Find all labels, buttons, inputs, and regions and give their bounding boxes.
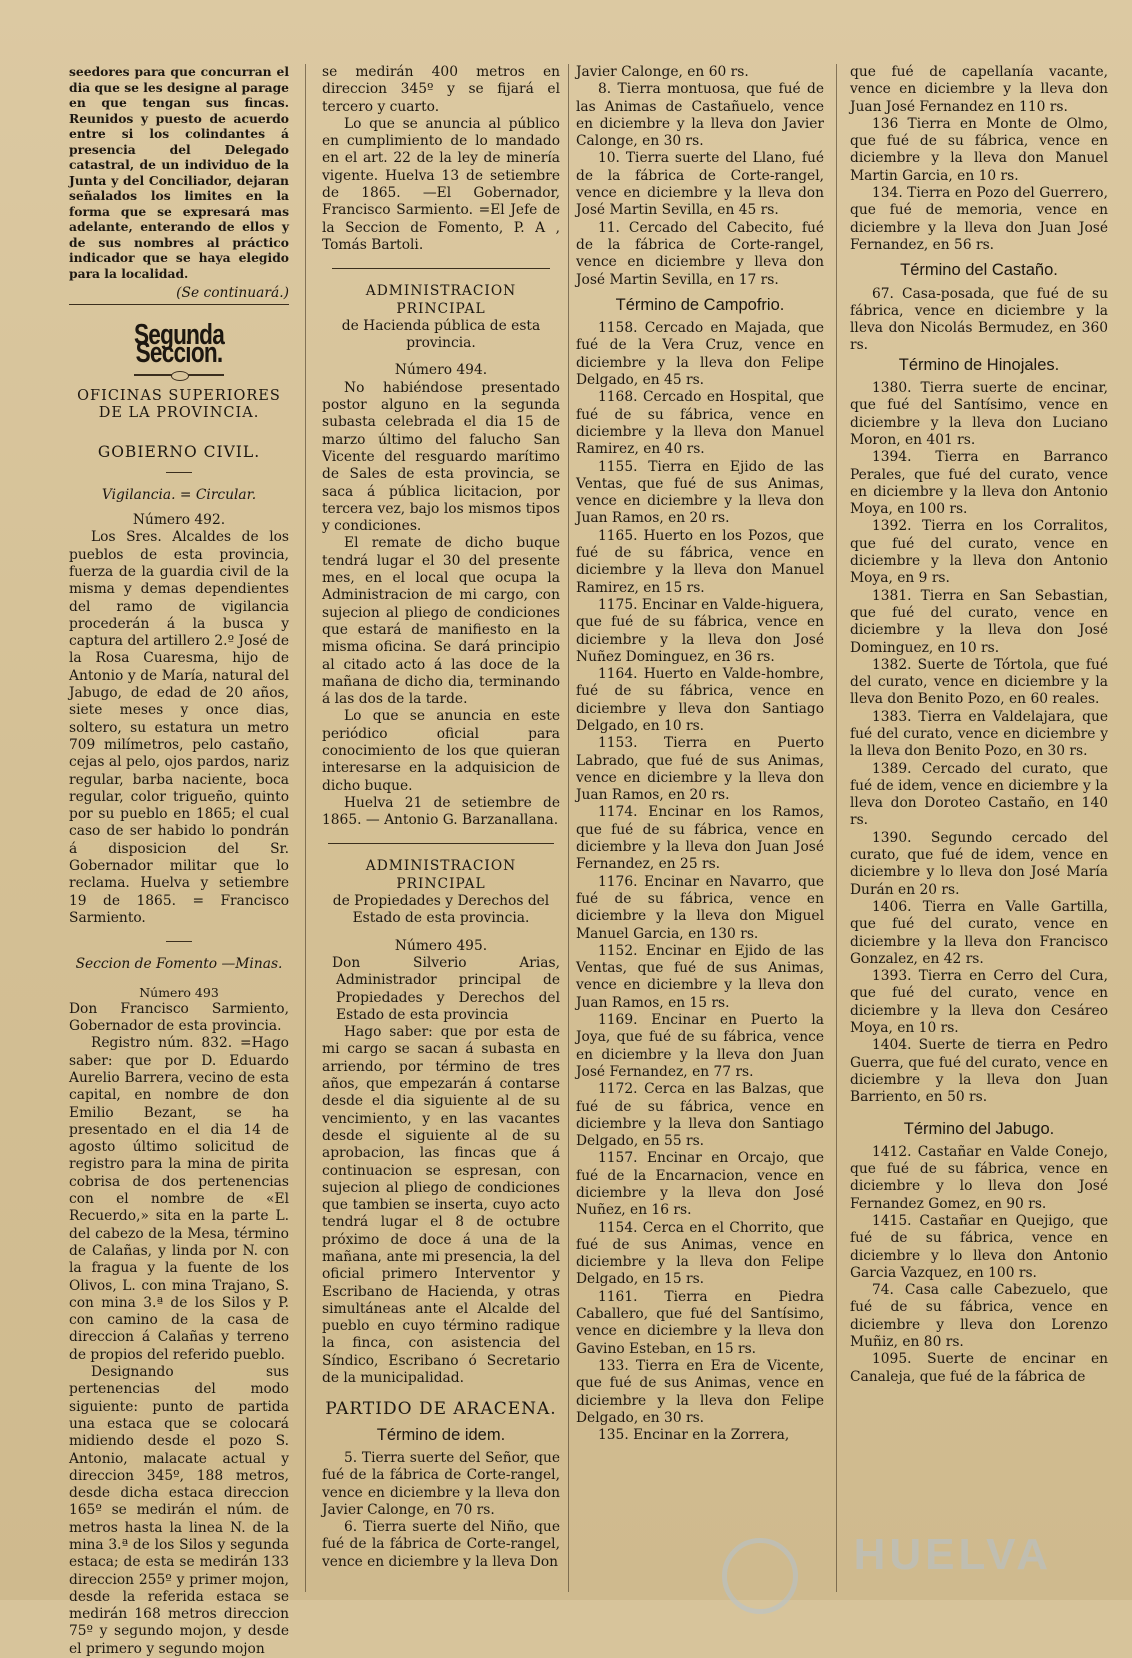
entry-11: 11. Cercado del Cabecito, fué de la fábrica de Corte-rangel, vence en diciembre y lleva don José Martin Sevilla, en 17 rs. (576, 219, 824, 288)
entry-1382: 1382. Suerte de Tórtola, que fué del curato, vence en diciembre y la lleva don Benito Pozo, en 60 reales. (850, 656, 1108, 708)
vigilancia-heading: Vigilancia. = Circular. (101, 486, 257, 503)
number-493: Número 493 (139, 984, 219, 1000)
paragraph-493-c: Designando sus pertenencias del modo siguiente: punto de partida una estaca que se colocará midiendo desde el pozo S. Antonio, malacate actual y direccion 345º, 188 metros, desde dicha estaca direccion 165º se medirán el núm. de metros hasta la linea N. de la mina 3.ª de los Silos y segunda estaca; de esta se medirán 133 direccion 255º y primer mojon, desde la referida estaca se medirán 168 metros direccion 75º y segundo mojon, y desde el primero y segundo mojon (69, 1364, 289, 1657)
termino-hinojales-heading: Término de Hinojales. (898, 355, 1060, 374)
entry-1161: 1161. Tierra en Piedra Caballero, que fué del Santísimo, vence en diciembre y la lleva don Gavino Esteban, en 15 rs. (576, 1288, 824, 1357)
adm-propiedades-title: ADMINISTRACION PRINCIPAL (365, 858, 517, 892)
entry-1169: 1169. Encinar en Puerto la Joya, que fué de su fábrica, vence en diciembre y la lleva don Juan José Fernandez, en 77 rs. (576, 1012, 824, 1080)
entry-1174: 1174. Encinar en los Ramos, que fué de su fábrica, vence en diciembre y la lleva don Juan José Fernandez, en 25 rs. (576, 804, 824, 873)
entry-1165: 1165. Huerto en los Pozos, que fué de su fábrica, vence en diciembre y la lleva don Manuel Ramirez, en 15 rs. (576, 527, 824, 596)
entry-1155: 1155. Tierra en Ejido de las Ventas, que fué de sus Animas, vence en diciembre y la lleva don Juan Ramos, en 20 rs. (576, 458, 824, 527)
paragraph-494-d: Huelva 21 de setiembre de 1865. — Antonio G. Barzanallana. (322, 794, 560, 829)
entry-1389: 1389. Cercado del curato, que fué de idem, vence en diciembre y la lleva don Doroteo Castaño, en 140 rs. (850, 760, 1108, 829)
column-4 (850, 64, 1108, 1594)
termino-idem-heading: Término de idem. (376, 1425, 506, 1444)
entry-1392: 1392. Tierra en los Corralitos, que fué del curato, vence en diciembre y la lleva don Antonio Moya, en 9 rs. (850, 518, 1108, 587)
column-rule (305, 64, 306, 1592)
entry-1154: 1154. Cerca en el Chorrito, que fué de sus Animas, vence en diciembre y la lleva don Felipe Delgado, en 15 rs. (576, 1219, 824, 1288)
paragraph-495-a: Don Silverio Arias, Administrador principal de Propiedades y Derechos del Estado de esta provincia (332, 954, 560, 1023)
entry-1394: 1394. Tierra en Barranco Perales, que fué del curato, vence en diciembre y la lleva don Antonio Moya, en 100 rs. (850, 449, 1108, 518)
paragraph-495-b: Hago saber: que por esta de mi cargo se sacan á subasta en arriendo, por término de tres años, que empezarán á contarse desde el dia siguiente al de su vencimiento, y en las vacantes desde el siguiente al de su aprobacion, las fincas que á continuacion se espresan, con sujecion al pliego de condiciones que tambien se inserta, cuyo acto tendrá lugar el 8 de octubre próximo de doce á una de la mañana, ante mi presencia, la del oficial primero Interventor y Escribano de Hacienda, y otras simultáneas ante el Alcalde del pueblo en cuyo término radique la finca, con asistencia del Síndico, Escribano ó Secretario de la municipalidad. (322, 1024, 560, 1387)
watermark-emblem-icon (722, 1538, 798, 1614)
ornament-divider (134, 374, 224, 376)
entry-1095: 1095. Suerte de encinar en Canaleja, que fué de la fábrica de (850, 1351, 1108, 1385)
watermark-text: HUELVA (853, 1530, 1052, 1579)
divider (332, 268, 550, 269)
entry-8: 8. Tierra montuosa, que fué de las Animas de Castañuelo, vence en diciembre y la lleva don Javier Calonge, en 30 rs. (576, 81, 824, 150)
anuncio-paragraph: Lo que se anuncia al público en cumplimiento de lo mandado en el art. 22 de la ley de minería vigente. Huelva 13 de setiembre de 1865. —El Gobernador, Francisco Sarmiento. =El Jefe de la Seccion de Fomento, P. A , Tomás Bartoli. (322, 115, 560, 253)
gobierno-heading: GOBIERNO CIVIL. (97, 443, 261, 462)
entry-1380: 1380. Tierra suerte de encinar, que fué del Santísimo, vence en diciembre y la lleva don Luciano Moron, en 401 rs. (850, 380, 1108, 448)
entry-1158: 1158. Cercado en Majada, que fué de la Vera Cruz, vence en diciembre y la lleva don Felipe Delgado, en 45 rs. (576, 320, 824, 389)
column-3 (576, 64, 824, 1594)
entry-1152: 1152. Encinar en Ejido de las Ventas, que fué de sus Animas, vence en diciembre y la lleva don Juan Ramos, en 15 rs. (576, 942, 824, 1011)
entry-1383: 1383. Tierra en Valdelajara, que fué del curato, vence en diciembre y la lleva don Benito Pozo, en 30 rs. (850, 708, 1108, 760)
paragraph-493-a: Don Francisco Sarmiento, Gobernador de esta provincia. (69, 1000, 289, 1035)
entry-6: 6. Tierra suerte del Niño, que fué de la fábrica de Corte-rangel, vence en diciembre y la lleva Don (322, 1519, 560, 1570)
entry-1412: 1412. Castañar en Valde Conejo, que fué de su fábrica, vence en diciembre y lo lleva don José Fernandez Gomez, en 90 rs. (850, 1143, 1108, 1212)
section-title: Segunda Seccion. (133, 319, 225, 369)
paragraph-494-a: No habiéndose presentado postor alguno en la segunda subasta celebrada el dia 15 de marzo último del falucho San Vicente del resguardo marítimo de Sales de esta provincia, se saca á pública licitacion, por tercera vez, bajo los mismos tipos y condiciones. (322, 379, 560, 535)
number-492: Número 492. (132, 512, 226, 529)
adm-hacienda-sub: de Hacienda pública de esta provincia. (341, 317, 541, 352)
divider (328, 843, 554, 844)
intro-paragraph: seedores para que concurran el dia que se les designe al parage en que tengan sus fincas. Reunidos y puesto de acuerdo entre si los colindantes á presencia del Delegado catastral, de un individuo de la Junta y del Conciliador, dejaran señalados los limites en la forma que se expresará mas adelante, enterando de ellos y de sus nombres al práctico indicador que se haya elegido para la localidad. (69, 64, 289, 281)
continued-entry: que fué de capellanía vacante, vence en diciembre y la lleva don Juan José Fernandez en 110 rs. (850, 64, 1108, 115)
entry-10: 10. Tierra suerte del Llano, fué de la fábrica de Corte-rangel, vence en diciembre y la lleva don José Martin Sevilla, en 45 rs. (576, 150, 824, 219)
paragraph-492: Los Sres. Alcaldes de los pueblos de esta provincia, fuerza de la guardia civil de la misma y demas dependientes del ramo de vigilancia procederán á la busca y captura del artillero 2.º José de la Rosa Cuaresma, hijo de Antonio y de María, natural del Jabugo, de edad de 20 años, siete meses y once dias, soltero, su estatura un metro 709 milímetros, pelo castaño, cejas al pelo, ojos pardos, nariz regular, barba naciente, boca regular, color trigueño, quinto por su pueblo en 1865; el cual caso de ser habido lo pondrán á disposicion del Sr. Gobernador militar que lo reclama. Huelva y setiembre 19 de 1865. = Francisco Sarmiento. (69, 529, 289, 926)
adm-propiedades-sub: de Propiedades y Derechos del Estado de esta provincia. (332, 893, 550, 927)
entry-1176: 1176. Encinar en Navarro, que fué de su fábrica, vence en diciembre y la lleva don Miguel Manuel Garcia, en 130 rs. (576, 873, 824, 942)
entry-1390: 1390. Segundo cercado del curato, que fué de idem, vence en diciembre y lo lleva don José María Durán en 20 rs. (850, 829, 1108, 898)
short-divider (166, 472, 192, 473)
continued-entry: Javier Calonge, en 60 rs. (576, 64, 749, 80)
column-1 (69, 64, 289, 1657)
paragraph-494-b: El remate de dicho buque tendrá lugar el 30 del presente mes, en el local que ocupa la Administracion de mi cargo, con sujecion al pliego de condiciones que estará de manifiesto en la misma oficina. Se dará principio al citado acto á las doce de la mañana de dicho dia, terminando á las dos de la tarde. (322, 535, 560, 708)
entry-74: 74. Casa calle Cabezuelo, que fué de su fábrica, vence en diciembre y lleva don Lorenzo Muñiz, en 80 rs. (850, 1282, 1108, 1351)
entry-5: 5. Tierra suerte del Señor, que fué de la fábrica de Corte-rangel, vence en diciembre y la lleva don Javier Calonge, en 70 rs. (322, 1449, 560, 1518)
entry-1393: 1393. Tierra en Cerro del Cura, que fué del curato, vence en diciembre y la lleva don Cesáreo Moya, en 10 rs. (850, 968, 1108, 1037)
short-divider (166, 941, 192, 942)
entry-1175: 1175. Encinar en Valde-higuera, que fué de su fábrica, vence en diciembre y la lleva don José Nuñez Dominguez, en 36 rs. (576, 596, 824, 665)
entry-134: 134. Tierra en Pozo del Guerrero, que fué de memoria, vence en diciembre y la lleva don Juan José Fernandez, en 56 rs. (850, 185, 1108, 253)
entry-133: 133. Tierra en Era de Vicente, que fué de sus Animas, vence en diciembre y la lleva don Felipe Delgado, en 30 rs. (576, 1357, 824, 1426)
entry-1157: 1157. Encinar en Orcajo, que fué de la Encarnacion, vence en diciembre y la lleva don José Nuñez, en 16 rs. (576, 1150, 824, 1219)
entry-1164: 1164. Huerto en Valde-hombre, fué de su fábrica, vence en diciembre y lleva don Santiago Delgado, en 10 rs. (576, 666, 824, 734)
column-2 (322, 64, 560, 1594)
entry-1415: 1415. Castañar en Quejigo, que fué de su fábrica, vence en diciembre y lo lleva don Antonio Garcia Vazquez, en 100 rs. (850, 1213, 1108, 1281)
entry-1404: 1404. Suerte de tierra en Pedro Guerra, que fué del curato, vence en diciembre y la lleva don Juan Barriento, en 50 rs. (850, 1037, 1108, 1106)
entry-67: 67. Casa-posada, que fué de su fábrica, vence en diciembre y la lleva don Nicolás Bermudez, en 360 rs. (850, 285, 1108, 354)
paragraph-494-c: Lo que se anuncia en este periódico oficial para conocimiento de los que quieran interesarse en la adquisicion de dicho buque. (322, 708, 560, 794)
number-494: Número 494. (394, 362, 488, 379)
entry-1168: 1168. Cercado en Hospital, que fué de su fábrica, vence en diciembre y la lleva don Manuel Ramirez, en 40 rs. (576, 389, 824, 458)
partido-heading: PARTIDO DE ARACENA. (325, 1399, 557, 1420)
termino-campofrio-heading: Término de Campofrio. (615, 295, 785, 314)
paragraph-493-b: Registro núm. 832. =Hago saber: que por D. Eduardo Aurelio Barrera, vecino de esta capital, en nombre de don Emilio Bezant, se ha presentado en el dia 14 de agosto último solicitud de registro para la mina de pirita cobrisa de dos pertenencias con el nombre de «El Recuerdo,» sita en la parte L. del cabezo de la Mesa, término de Calañas, y linda por N. con la fragua y la fuente de los Olivos, L. con mina Trajano, S. con mina 3.ª de los Silos y P. con camino de la casa de direccion á Calañas y terreno de propios del referido pueblo. (69, 1035, 289, 1363)
oficinas-heading: OFICINAS SUPERIORES DE LA PROVINCIA. (77, 387, 281, 422)
termino-castano-heading: Término del Castaño. (900, 261, 1058, 280)
continuara-note: (Se continuará.) (176, 285, 289, 301)
fomento-heading: Seccion de Fomento —Minas. (75, 956, 283, 973)
termino-jabugo-heading: Término del Jabugo. (903, 1119, 1055, 1138)
divider (69, 304, 289, 305)
adm-hacienda-title: ADMINISTRACION PRINCIPAL (365, 283, 517, 317)
entry-1153: 1153. Tierra en Puerto Labrado, que fué de sus Animas, vence en diciembre y la lleva don Juan Ramos, en 20 rs. (576, 735, 824, 804)
column-rule (836, 64, 837, 1592)
entry-1406: 1406. Tierra en Valle Gartilla, que fué del curato, vence en diciembre y la lleva don Francisco Gonzalez, en 42 rs. (850, 898, 1108, 967)
continued-paragraph: se medirán 400 metros en direccion 345º y se fijará el tercero y cuarto. (322, 64, 560, 115)
column-rule (568, 64, 569, 1592)
entry-1172: 1172. Cerca en las Balzas, que fué de su fábrica, vence en diciembre y la lleva don Santiago Delgado, en 55 rs. (576, 1081, 824, 1150)
archive-watermark (722, 1530, 1052, 1600)
entry-136: 136 Tierra en Monte de Olmo, que fué de su fábrica, vence en diciembre y la lleva don Manuel Martin Garcia, en 10 rs. (850, 115, 1108, 184)
number-495: Número 495. (394, 937, 488, 954)
entry-135: 135. Encinar en la Zorrera, (598, 1427, 790, 1444)
entry-1381: 1381. Tierra en San Sebastian, que fué del curato, vence en diciembre y la lleva don José Dominguez, en 10 rs. (850, 587, 1108, 656)
